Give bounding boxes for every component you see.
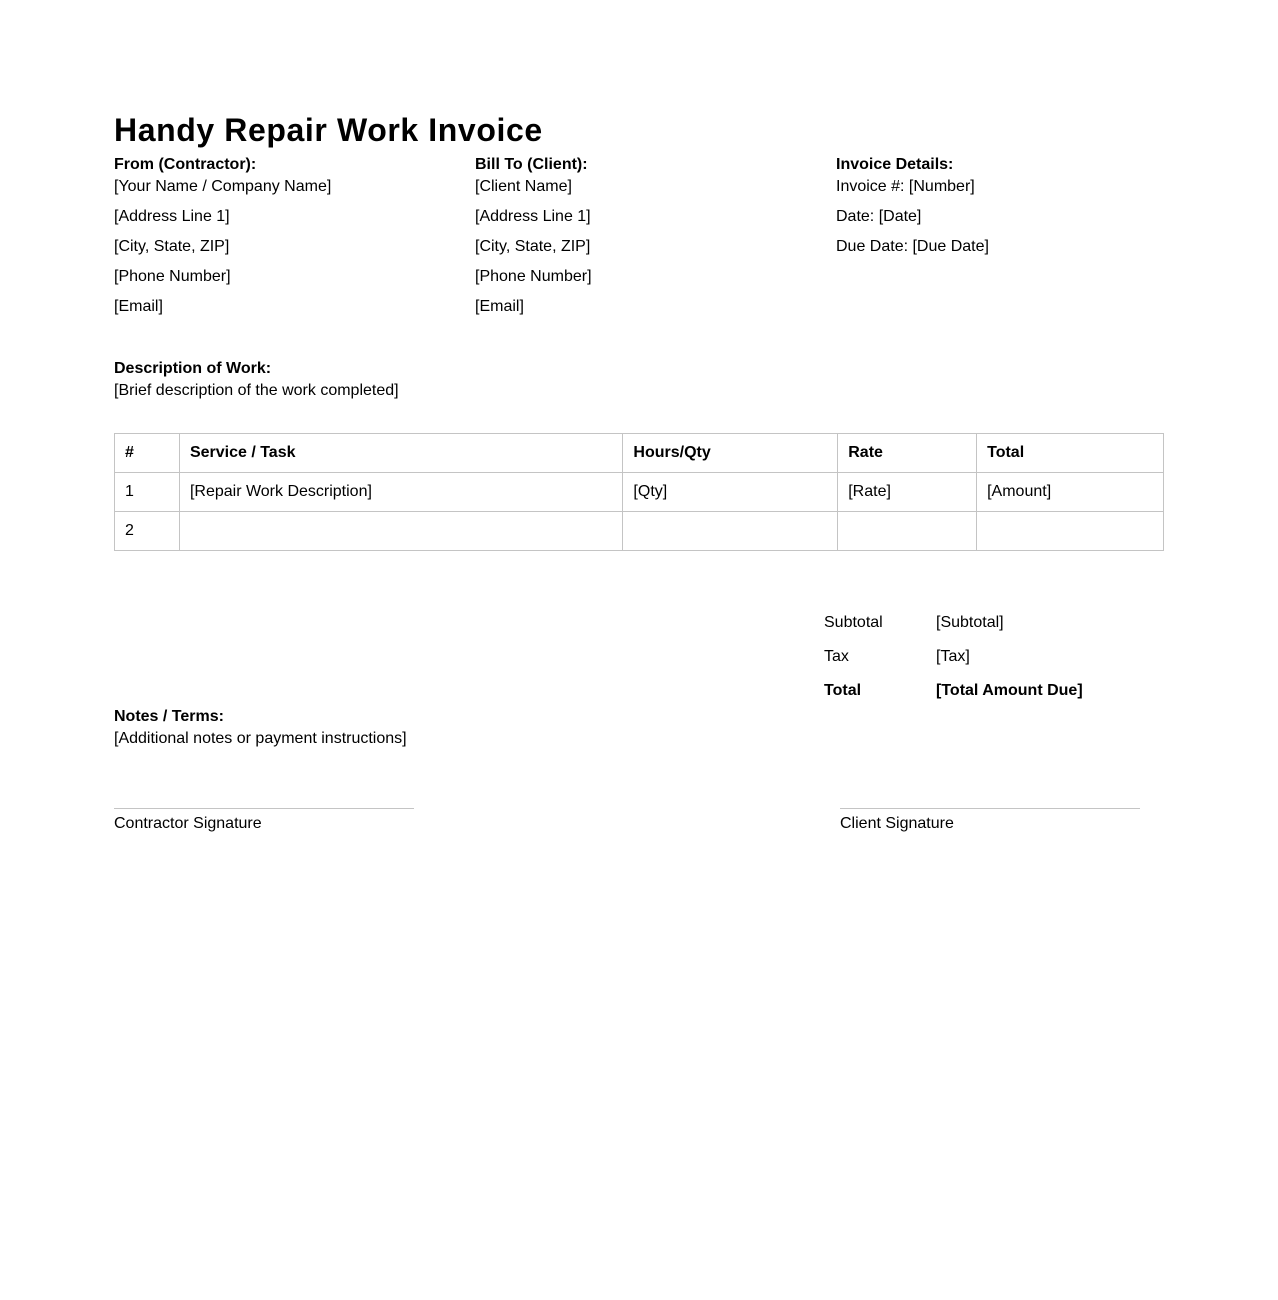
client-signature-label: Client Signature <box>840 815 954 832</box>
contractor-signature-block <box>114 808 414 834</box>
table-row <box>115 473 1164 512</box>
tax-label: Tax <box>824 648 849 665</box>
description-block <box>114 359 399 401</box>
tax-row <box>824 647 1136 681</box>
table-header-row <box>115 434 1164 473</box>
table-row <box>115 512 1164 551</box>
total-row <box>824 681 1136 715</box>
cell-total <box>977 512 1164 551</box>
cell-rate: [Rate] <box>838 473 977 512</box>
from-city-state-zip: [City, State, ZIP] <box>114 238 230 255</box>
cell-service: [Repair Work Description] <box>179 473 622 512</box>
line-items-table <box>114 433 1164 551</box>
invoice-number: Invoice #: [Number] <box>836 178 975 195</box>
cell-number: 1 <box>115 473 180 512</box>
subtotal-row <box>824 613 1136 647</box>
from-email: [Email] <box>114 298 163 315</box>
subtotal-value: [Subtotal] <box>936 614 1004 631</box>
invoice-details-block <box>836 155 1176 257</box>
description-heading: Description of Work: <box>114 360 272 377</box>
col-header-total: Total <box>977 434 1164 473</box>
notes-text: [Additional notes or payment instructions] <box>114 730 407 747</box>
bill-to-client-block <box>475 155 815 317</box>
totals-block <box>824 613 1136 715</box>
cell-total: [Amount] <box>977 473 1164 512</box>
client-name: [Client Name] <box>475 178 572 195</box>
col-header-service: Service / Task <box>179 434 622 473</box>
subtotal-label: Subtotal <box>824 614 883 631</box>
cell-hours-qty <box>623 512 838 551</box>
tax-value: [Tax] <box>936 648 970 665</box>
cell-hours-qty: [Qty] <box>623 473 838 512</box>
client-city-state-zip: [City, State, ZIP] <box>475 238 591 255</box>
col-header-rate: Rate <box>838 434 977 473</box>
notes-block <box>114 707 407 749</box>
total-value: [Total Amount Due] <box>936 682 1083 699</box>
invoice-date: Date: [Date] <box>836 208 922 225</box>
from-heading: From (Contractor): <box>114 156 257 173</box>
client-address: [Address Line 1] <box>475 208 591 225</box>
description-text: [Brief description of the work completed] <box>114 382 399 399</box>
client-signature-block <box>840 808 1140 834</box>
client-signature-line <box>840 808 1140 809</box>
invoice-due-date: Due Date: [Due Date] <box>836 238 989 255</box>
cell-service <box>179 512 622 551</box>
col-header-hours-qty: Hours/Qty <box>623 434 838 473</box>
client-email: [Email] <box>475 298 524 315</box>
total-label: Total <box>824 682 862 699</box>
cell-rate <box>838 512 977 551</box>
cell-number: 2 <box>115 512 180 551</box>
from-name: [Your Name / Company Name] <box>114 178 332 195</box>
notes-heading: Notes / Terms: <box>114 708 224 725</box>
from-phone: [Phone Number] <box>114 268 231 285</box>
contractor-signature-label: Contractor Signature <box>114 815 262 832</box>
invoice-details-heading: Invoice Details: <box>836 156 954 173</box>
bill-to-heading: Bill To (Client): <box>475 156 588 173</box>
from-address: [Address Line 1] <box>114 208 230 225</box>
contractor-signature-line <box>114 808 414 809</box>
from-contractor-block <box>114 155 454 317</box>
client-phone: [Phone Number] <box>475 268 592 285</box>
col-header-number: # <box>115 434 180 473</box>
invoice-title: Handy Repair Work Invoice <box>114 112 543 148</box>
